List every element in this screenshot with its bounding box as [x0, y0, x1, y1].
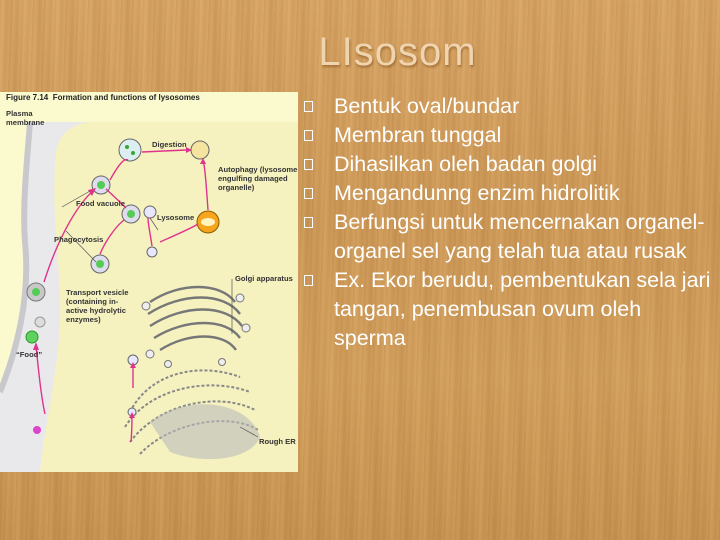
- bullet-text: Mengandunng enzim hidrolitik: [334, 181, 620, 205]
- bullet-marker-icon: [304, 130, 313, 141]
- label-transport-vesicle: Transport vesicle (containing in- active hydrolytic enzymes): [66, 288, 129, 324]
- bullet-marker-icon: [304, 101, 313, 112]
- bullet-text: Berfungsi untuk mencernakan organel-organel sel yang telah tua atau rusak: [334, 210, 705, 263]
- label-golgi-apparatus: Golgi apparatus: [235, 274, 293, 283]
- bullet-text: Bentuk oval/bundar: [334, 94, 520, 118]
- label-phagocytosis: Phagocytosis: [54, 235, 104, 244]
- bullet-marker-icon: [304, 217, 313, 228]
- label-food: “Food”: [16, 350, 43, 359]
- bullet-item: [304, 179, 714, 208]
- bullet-text: Membran tunggal: [334, 123, 502, 147]
- label-plasma-membrane: Plasma membrane: [6, 109, 45, 127]
- label-lysosome: Lysosome: [157, 213, 195, 222]
- bullet-item: [304, 208, 714, 266]
- figure-caption: [6, 93, 200, 102]
- bullet-text: Ex. Ekor berudu, pembentukan sela jari tangan, penembusan ovum oleh sperma: [334, 268, 711, 350]
- figure-caption-text: Formation and functions of lysosomes: [52, 93, 200, 102]
- label-autophagy: Autophagy (lysosome engulfing damaged organelle): [218, 165, 298, 192]
- bullet-list: [304, 92, 714, 353]
- bullet-item: [304, 266, 714, 353]
- lysosome-figure: [0, 92, 298, 472]
- bullet-item: [304, 150, 714, 179]
- bullet-item: [304, 92, 714, 121]
- bullet-item: [304, 121, 714, 150]
- slide-title: LIsosom: [318, 30, 477, 74]
- bullet-marker-icon: [304, 159, 313, 170]
- bullet-marker-icon: [304, 188, 313, 199]
- label-food-vacuole: Food vacuole: [76, 199, 125, 208]
- bullet-text: Dihasilkan oleh badan golgi: [334, 152, 597, 176]
- label-digestion: Digestion: [152, 140, 187, 149]
- label-rough-er: Rough ER: [259, 437, 296, 446]
- figure-number: Figure 7.14: [6, 93, 49, 102]
- bullet-marker-icon: [304, 275, 313, 286]
